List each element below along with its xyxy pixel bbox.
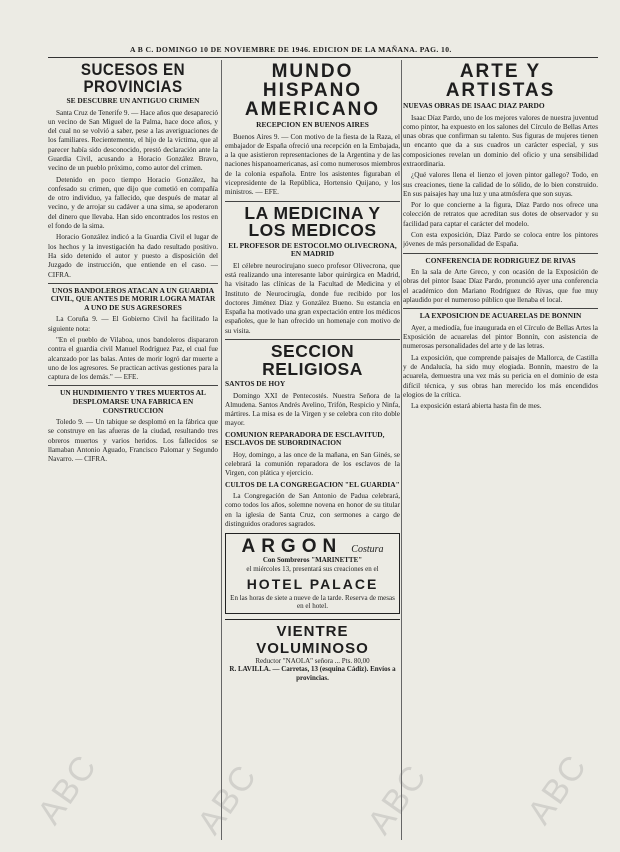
article-paragraph: ¿Qué valores llena el lienzo el joven pintor gallego? Todo, en sus creaciones, tiene la calidad de lo sólido, de lo bien construido. En sus paisajes hay una luz y una atmósfera que son suyas. — [403, 171, 598, 198]
watermark: ABC — [30, 747, 105, 832]
article-paragraph: "En el pueblo de Vilaboa, unos bandoleros dispararon contra el guardia civil Manuel Rodríguez Paz, el cual fue alcanzado por las balas. Antes de morir logró dar muerte a uno de los agresores. Se practican activas gestiones para la captura de los demás." — EFE. — [48, 336, 218, 382]
divider — [403, 308, 598, 309]
advertisement-argon — [225, 533, 400, 613]
article-paragraph: Hoy, domingo, a las once de la mañana, en San Ginés, se celebrará la comunión reparadora de los esclavos de la Virgen, con plática y ejercicio. — [225, 450, 400, 478]
article-paragraph: Por lo que concierne a la figura, Díaz Pardo nos ofrece una colección de retratos que acreditan sus dotes de observador y su facilidad para captar el carácter del modelo. — [403, 201, 598, 228]
headline-hundimiento: UN HUNDIMIENTO Y TRES MUERTOS AL DESPLOMARSE UNA FABRICA EN CONSTRUCCION — [59, 388, 206, 415]
headline-cultos: CULTOS DE LA CONGREGACION "EL GUARDIA" — [225, 479, 400, 489]
column-divider — [401, 60, 402, 840]
article-paragraph: Isaac Díaz Pardo, uno de los mejores valores de nuestra juventud como pintor, ha expuesto en los salones del Círculo de Bellas Artes unas obras que confirman su talento. Sus figuras de mujeres tienen un encanto que da a sus cuadros un carácter especial, y sus composiciones revelan un dominio del oficio y una sensibilidad extraordinaria. — [403, 113, 598, 168]
divider — [403, 253, 598, 254]
article-paragraph: Horacio González indicó a la Guardia Civil el lugar de los hechos y la investigación ha dado resultado positivo. Ha sido detenido el autor y puesto a disposición del Juzgado de instrucción, que entiende en el caso. — CIFRA. — [48, 233, 218, 279]
article-paragraph: La exposición estará abierta hasta fin de mes. — [411, 402, 542, 411]
ad-brand-row — [230, 537, 395, 556]
headline-antiguo-crimen: SE DESCUBRE UN ANTIGUO CRIMEN — [66, 96, 200, 105]
column-arte — [403, 60, 598, 840]
ad-hotel-name: HOTEL PALACE — [246, 575, 379, 592]
section-title-sucesos: SUCESOS EN PROVINCIAS — [80, 61, 186, 96]
article-paragraph: La exposición, que comprende paisajes de Mallorca, de Castilla y de Andalucía, ha sido muy elogiada. Bonnín, maestro de la acuarela, demuestra una vez más su pericia en el dominio de esta difícil técnica, y sus obras han merecido los más encendidos elogios de la crítica. — [403, 353, 598, 399]
article-paragraph: La Coruña 9. — El Gobierno Civil ha facilitado la siguiente nota: — [48, 315, 218, 333]
section-title-medicina: LA MEDICINA Y LOS MEDICOS — [244, 202, 381, 241]
page-header: A B C. DOMINGO 10 DE NOVIEMBRE DE 1946. EDICION DE LA MAÑANA. PAG. 10. — [130, 45, 452, 54]
headline-olivecrona: EL PROFESOR DE ESTOCOLMO OLIVECRONA, EN MADRID — [228, 240, 397, 259]
headline-conferencia: CONFERENCIA DE RODRIGUEZ DE RIVAS — [425, 255, 576, 265]
ad-brand-tag: Costura — [351, 544, 384, 556]
article-paragraph: Con esta exposición, Díaz Pardo se coloca entre los pintores jóvenes de más personalidad de España. — [403, 231, 598, 249]
column-sucesos — [48, 60, 218, 840]
article-paragraph: La Congregación de San Antonio de Padua celebrará, como todos los años, solemne novena en honor de su titular en la iglesia de Santa Cruz, con sermones a cargo de distinguidos oradores sagrados. — [225, 492, 400, 529]
article-paragraph: El célebre neurocirujano sueco profesor Olivecrona, que está realizando una interesante labor quirúrgica en Madrid, ha visitado las clínicas de la Facultad de Medicina y el Instituto de Neurocirugía, donde fue recibido por los doctores Jiménez Díaz y González Bueno. Su estancia en España ha motivado una gran expectación entre los médicos españoles, que le han ofrecido un homenaje con motivo de su visita. — [225, 261, 400, 335]
column-mundo-hispano — [225, 60, 400, 840]
advertisement-vientre — [225, 619, 400, 683]
headline-bandoleros: UNOS BANDOLEROS ATACAN A UN GUARDIA CIVIL, QUE ANTES DE MORIR LOGRA MATAR A UNO DE SUS AGRESORES — [50, 285, 216, 312]
section-title-arte: ARTE Y ARTISTAS — [445, 61, 556, 101]
ad-line: Reductor "NAOLA" señora ... Pts. 80,00 — [255, 656, 370, 665]
ad-line: el miércoles 13, presentará sus creaciones en el — [246, 564, 379, 573]
watermark: ABC — [360, 757, 435, 842]
divider — [48, 385, 218, 386]
headline-santos: SANTOS DE HOY — [225, 379, 286, 388]
column-divider — [221, 60, 222, 840]
headline-comunion: COMUNION REPARADORA DE ESCLAVITUD, ESCLAVOS DE SUBORDINACION — [225, 429, 385, 448]
ad-line: En las horas de siete a nueve de la tarde. Reserva de mesas en el hotel. — [230, 593, 395, 611]
ad-line: R. LAVILLA. — Carretas, 13 (esquina Cádiz). Envíos a provincias. — [229, 665, 396, 682]
divider — [225, 339, 400, 340]
article-paragraph: Domingo XXI de Pentecostés. Nuestra Señora de la Almudena. Santos Andrés Avelino, Trifón, Respicio y Ninfa, mártires. La misa es de la Virgen y se celebra con rito doble mayor. — [225, 391, 400, 428]
headline-bonnin: LA EXPOSICION DE ACUARELAS DE BONNIN — [419, 311, 582, 321]
article-paragraph: Ayer, a mediodía, fue inaugurada en el Círculo de Bellas Artes la Exposición de acuarelas del pintor Bonnín, con asistencia de numerosas personalidades del arte y de las letras. — [403, 323, 598, 351]
article-paragraph: Toledo 9. — Un tabique se desplomó en la fábrica que se construye en las afueras de la ciudad, resultando tres obreros muertos y varios heridos. Los fallecidos se llamaban Antonio Aguado, Francisco Palomar y Segundo Navarro. — CIFRA. — [48, 418, 218, 464]
article-paragraph: En la sala de Arte Greco, y con ocasión de la Exposición de obras del pintor Isaac Díaz Pardo, pronunció ayer una conferencia el académico don Mariano Rodríguez de Rivas, que fue muy aplaudido por el numeroso público que llenaba el local. — [403, 268, 598, 305]
divider — [48, 283, 218, 284]
article-paragraph: Buenos Aires 9. — Con motivo de la fiesta de la Raza, el embajador de España ofreció una recepción en la Embajada, a la que asistieron representaciones de la Argentina y de las naciones hispanoamericanas, así como numerosos miembros de la colonia española. Entre los asistentes figuraban el vicepresidente de la República, Hortensio Quijano, y los ministros. — EFE. — [225, 132, 400, 197]
ad-title-vientre: VIENTRE VOLUMINOSO — [256, 622, 369, 657]
divider — [225, 201, 400, 202]
header-rule — [48, 57, 598, 58]
headline-recepcion: RECEPCION EN BUENOS AIRES — [256, 120, 369, 129]
watermark: ABC — [520, 747, 595, 832]
section-title-mundo-hispano: MUNDO HISPANO AMERICANO — [244, 61, 381, 120]
ad-line: Con Sombreros "MARINETTE" — [262, 556, 363, 565]
article-paragraph: Santa Cruz de Tenerife 9. — Hace años que desapareció un vecino de San Miguel de la Palma, hace doce años, y del cual no se volvió a saber, pese a las averiguaciones de los familiares. Recientemente, el hijo de la víctima, que al parecer había sido desconocido, prestó declaración ante la Guardia Civil, acusando a Horacio González Bravo, vecino de un pueblo próximo, como autor del crimen. — [48, 108, 218, 173]
watermark: ABC — [190, 757, 265, 842]
ad-brand-argon: ARGON — [241, 536, 343, 558]
article-paragraph: Detenido en poco tiempo Horacio González, ha confesado su crimen, que dijo que cometió en compañía de otro individuo, ya fallecido, que después de matar al vecino, y de arrojar su cadáver a una sima, se apoderaron del dinero que llevaba. Han sido encontrados los restos en el fondo de la sima. — [48, 175, 218, 231]
section-title-religiosa: SECCION RELIGIOSA — [262, 341, 363, 379]
headline-diaz-pardo: NUEVAS OBRAS DE ISAAC DIAZ PARDO — [403, 101, 545, 110]
